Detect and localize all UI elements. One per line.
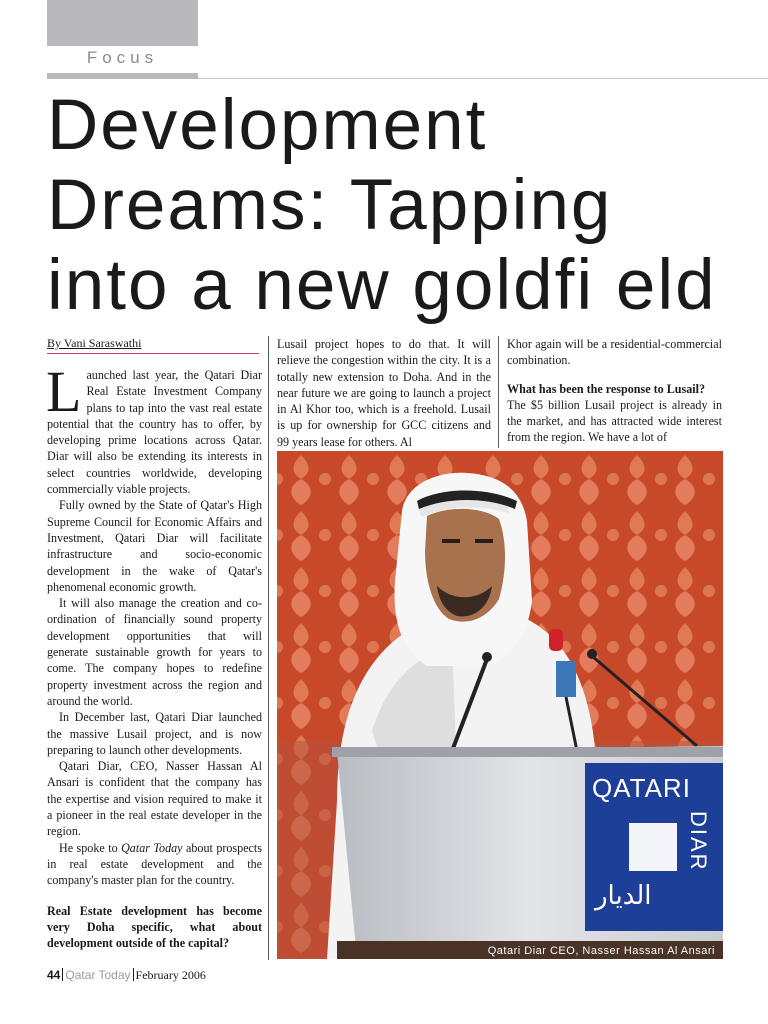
paragraph-text: about prospects in real estate development and the company's master plan for the country. xyxy=(47,840,262,888)
headline-line-1: Development xyxy=(47,86,488,165)
paragraph: Khor again will be a residential-commercial combination. xyxy=(507,337,722,368)
drop-cap: L xyxy=(46,359,82,424)
speaker-illustration xyxy=(277,451,723,959)
headline-line-3: into a new goldfi eld xyxy=(47,246,717,325)
paragraph: In December last, Qatari Diar launched the massive Lusail project, and is now preparing to launch other developments. xyxy=(47,710,262,757)
paragraph: The $5 billion Lusail project is already in the market, and has attracted wide interest from the region. We have a lot of xyxy=(507,397,722,445)
photo-caption: Qatari Diar CEO, Nasser Hassan Al Ansari xyxy=(487,945,715,957)
sign-text-qatari: QATARI xyxy=(592,773,691,803)
paragraph: Fully owned by the State of Qatar's High Supreme Council for Economic Affairs and Investment, Qatari Diar will facilitate infrastructure and socio-economic development in the wake of Qatar's phenomenal economic growth. xyxy=(47,498,262,594)
article-column-3 xyxy=(507,336,722,446)
headline-line-2: Dreams: Tapping xyxy=(47,166,613,245)
top-rule xyxy=(198,78,768,79)
paragraph-text: aunched last year, the Qatari Diar Real Estate Investment Company plans to tap into the vast real estate potential that the country has to offer, by developing prime locations across Qatar. Diar will also be extending its interests in select countries worldwide, developing commercially viable projects. xyxy=(47,368,262,497)
footer-date: February 2006 xyxy=(135,968,206,982)
section-tab-bar xyxy=(47,73,198,79)
paragraph-text: He spoke to xyxy=(59,840,122,855)
magazine-name: Qatar Today xyxy=(121,840,183,855)
article-column-2 xyxy=(277,336,491,450)
speaker-photo xyxy=(277,451,723,959)
paragraph: Lusail project hopes to do that. It will relieve the congestion within the city. It is a totally new extension to Doha. And in the near future we are going to launch a project in Al Khor too, which is a freehold. Lusail is up for ownership for GCC citizens and 99 years lease for others. Al xyxy=(277,337,491,449)
page-footer xyxy=(47,968,206,983)
footer-divider xyxy=(133,968,134,981)
footer-divider xyxy=(62,968,63,981)
section-label: Focus xyxy=(86,48,159,67)
article-column-1 xyxy=(46,359,262,951)
column-divider xyxy=(498,336,499,448)
paragraph xyxy=(47,840,262,889)
interview-question: What has been the response to Lusail? xyxy=(507,381,706,396)
sign-text-arabic: الديار xyxy=(595,881,652,911)
byline: By Vani Saraswathi xyxy=(47,336,259,354)
paragraph: It will also manage the creation and co-ordination of financially sound property development opportunities that will generate sustainable growth for years to come. The company hopes to redefine property investment across the region and around the world. xyxy=(47,596,262,708)
sign-text-diar: DIAR xyxy=(686,811,711,872)
page-number: 44 xyxy=(47,968,61,982)
headline xyxy=(47,86,757,326)
section-tab xyxy=(47,0,198,46)
paragraph: Qatari Diar, CEO, Nasser Hassan Al Ansari is confident that the company has the expertise and vision required to make it a pioneer in the real estate developer in the region. xyxy=(47,759,262,839)
interview-question: Real Estate development has become very Doha specific, what about development outside of the capital? xyxy=(47,903,262,951)
paragraph xyxy=(46,359,262,497)
column-divider xyxy=(268,336,269,960)
footer-magazine: Qatar Today xyxy=(65,968,131,982)
